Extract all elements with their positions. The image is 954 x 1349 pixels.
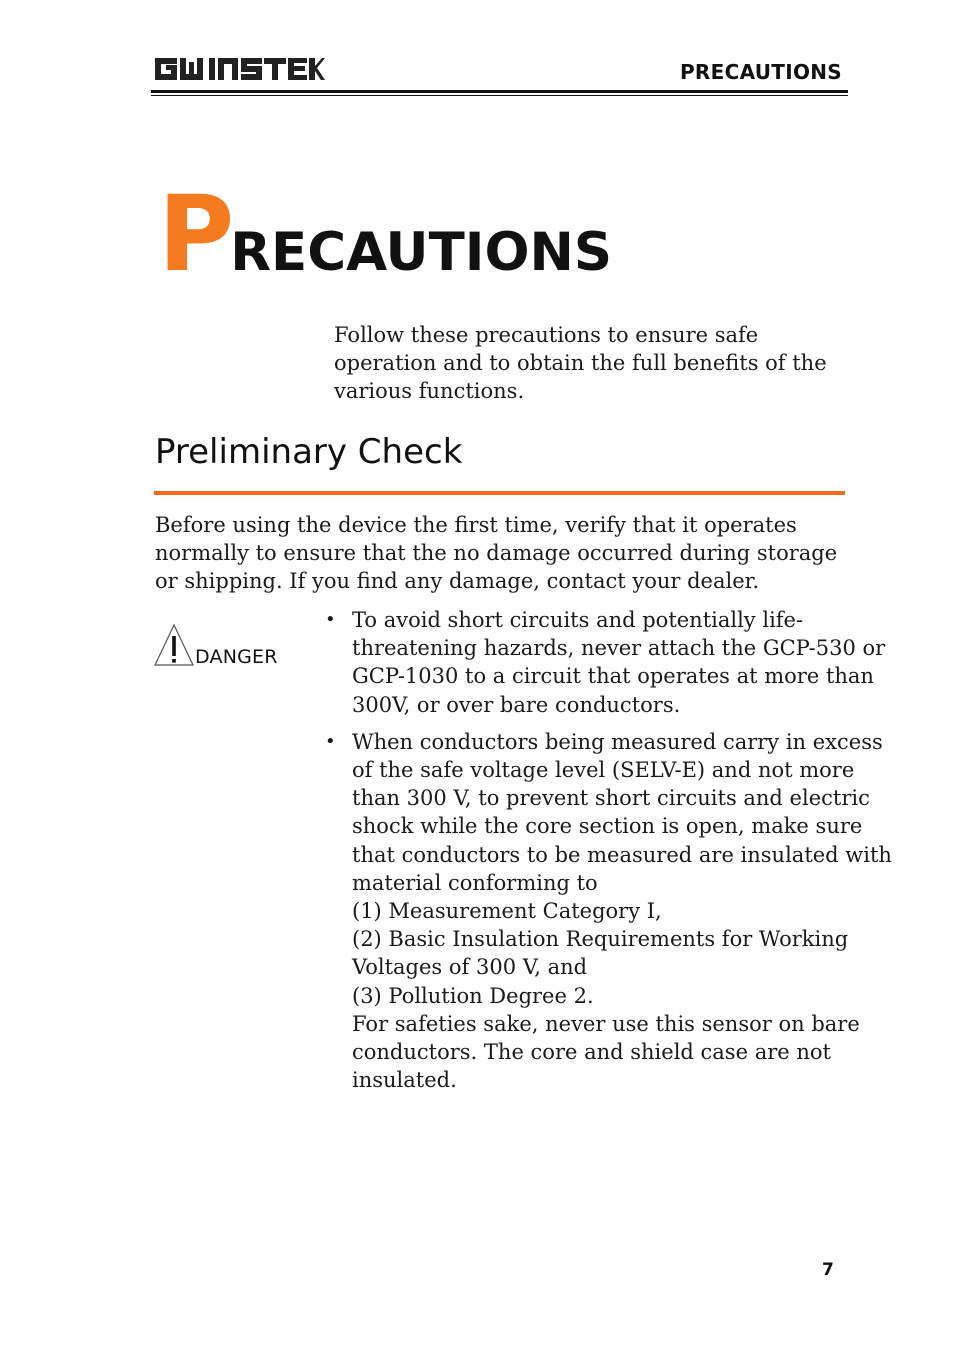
bullet-line: Voltages of 300 V, and [352, 955, 588, 980]
bullet-line: threatening hazards, never attach the GCP-530 or [352, 636, 886, 661]
bullet-line: conductors. The core and shield case are not [352, 1040, 831, 1065]
bullet-line: 300V, or over bare conductors. [352, 692, 681, 717]
danger-label: DANGER [195, 646, 278, 668]
list-item [325, 606, 886, 719]
bullet-line: To avoid short circuits and potentially life- [352, 608, 804, 632]
bullet-line: (2) Basic Insulation Requirements for Working [352, 927, 849, 952]
chapter-title-initial: P [158, 173, 235, 295]
bullet-line: than 300 V, to prevent short circuits and electric [352, 786, 870, 811]
chapter-title [158, 173, 613, 295]
warning-triangle-icon [153, 622, 195, 668]
bullet-line: (3) Pollution Degree 2. [352, 983, 594, 1008]
bullet-line: that conductors to be measured are insulated with [352, 842, 892, 867]
section-title: Preliminary Check [155, 432, 463, 472]
chapter-title-rest: RECAUTIONS [230, 222, 613, 283]
running-head: PRECAUTIONS [679, 60, 842, 84]
section-rule [154, 491, 845, 495]
bullet-line: insulated. [352, 1068, 457, 1093]
header-rule-thick [151, 90, 848, 93]
bullet-dot: • [325, 609, 336, 630]
bullet-line: When conductors being measured carry in excess [352, 729, 883, 754]
list-item [325, 728, 892, 1095]
danger-bullet-list [325, 606, 892, 1103]
section-body: Before using the device the first time, verify that it operates normally to ensure that the no damage occurred during storage or shipping. If you find any damage, contact your dealer. [155, 513, 838, 593]
page-number: 7 [822, 1260, 834, 1280]
chapter-intro: Follow these precautions to ensure safe operation and to obtain the full benefits of the various functions. [334, 323, 827, 403]
danger-marker [153, 622, 313, 672]
bullet-line: of the safe voltage level (SELV-E) and not more [352, 758, 855, 783]
bullet-line: For safeties sake, never use this sensor on bare [352, 1011, 860, 1036]
bullet-line: material conforming to [352, 870, 598, 895]
bullet-line: shock while the core section is open, make sure [352, 814, 863, 839]
gw-instek-logo [153, 52, 325, 86]
bullet-line: (1) Measurement Category Ⅰ, [352, 899, 662, 924]
bullet-line: GCP-1030 to a circuit that operates at more than [352, 664, 874, 689]
bullet-dot: • [325, 730, 336, 752]
header-rule-thin [151, 95, 848, 96]
